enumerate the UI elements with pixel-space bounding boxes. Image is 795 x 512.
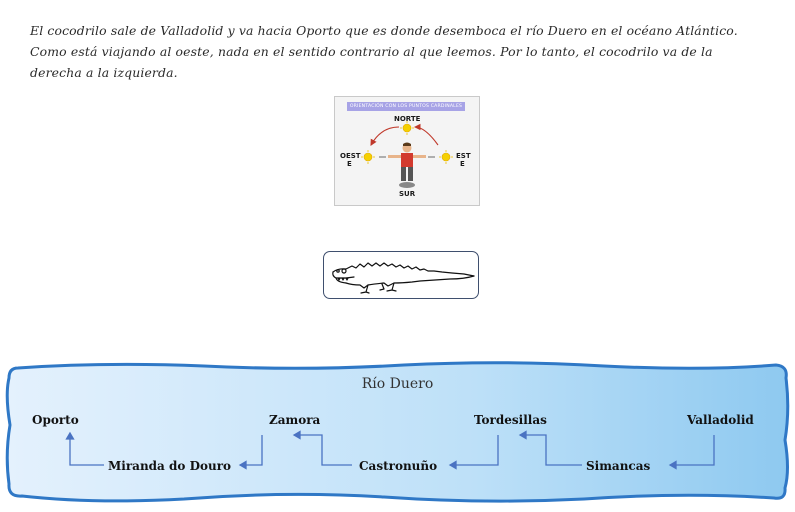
crocodile-icon	[324, 252, 478, 298]
sun-icon-north	[400, 121, 414, 135]
city-castronuno: Castronuño	[359, 459, 438, 473]
north-to-west-arc	[371, 127, 399, 145]
paragraph-line-2: Como está viajando al oeste, nada en el sentido contrario al que leemos. Por lo tanto, el cocodrilo va de la	[30, 44, 713, 59]
compass-header: ORIENTACIÓN CON LOS PUNTOS CARDINALES	[347, 102, 465, 111]
city-zamora: Zamora	[269, 413, 321, 427]
south-label: SUR	[399, 190, 416, 198]
city-tordesillas: Tordesillas	[474, 413, 547, 427]
west-label-2: E	[347, 160, 352, 168]
paragraph-line-1: El cocodrilo sale de Valladolid y va hacia Oporto que es donde desemboca el río Duero en el océano Atlántico.	[30, 23, 738, 38]
river-title: Río Duero	[361, 376, 434, 392]
city-valladolid: Valladolid	[687, 413, 754, 427]
cardinal-points-image	[334, 96, 480, 206]
city-oporto: Oporto	[32, 413, 79, 427]
person-figure	[388, 143, 426, 189]
city-simancas: Simancas	[586, 459, 651, 473]
east-label-1: EST	[456, 152, 471, 160]
west-label-1: OEST	[340, 152, 361, 160]
sun-icon-west	[361, 150, 375, 164]
east-to-north-arc	[415, 127, 438, 145]
sun-icon-east	[439, 150, 453, 164]
city-miranda-do-douro: Miranda do Douro	[108, 459, 232, 473]
north-label: NORTE	[394, 115, 421, 123]
east-label-2: E	[460, 160, 465, 168]
paragraph-line-3: derecha a la izquierda.	[30, 65, 178, 80]
intro-paragraph	[30, 20, 770, 83]
crocodile-box	[323, 251, 479, 299]
river-panel	[4, 360, 791, 505]
